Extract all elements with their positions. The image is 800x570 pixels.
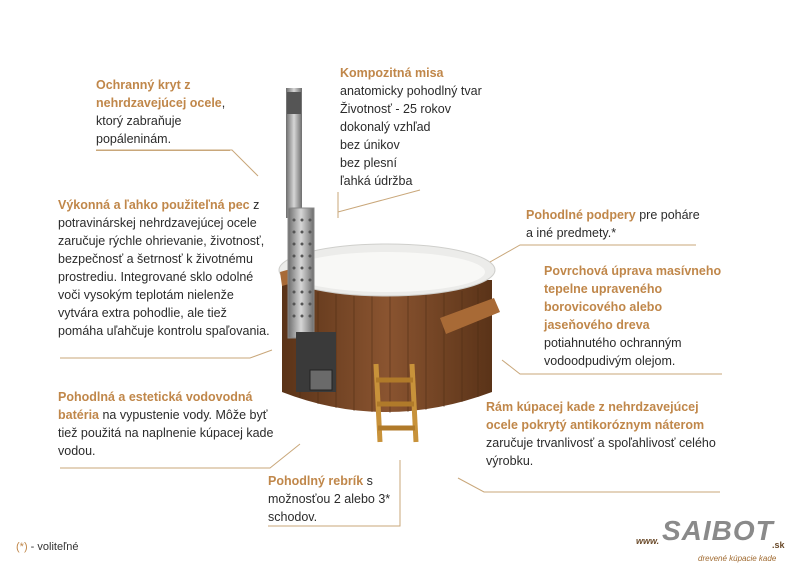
annotation-bowl-line: ľahká údržba: [340, 174, 413, 188]
footnote-text: - voliteľné: [27, 541, 79, 553]
logo-tagline: drevené kúpacie kade: [698, 554, 777, 563]
annotation-holders-title: Pohodlné podpery: [526, 208, 636, 222]
annotation-stove-text: z potravinárskej nehrdzavejúcej ocele zaručuje rýchle ohrievanie, životnosť, bezpečnosť a šetrnosť k životnému prostrediu. Integrované sklo odolné voči vysokým teplotám nielenže vytvára extra pohodlie, ale tiež pomáha uľahčuje kontrolu spaľovania.: [58, 198, 270, 338]
annotation-bowl-line: dokonalý vzhľad: [340, 120, 431, 134]
saibot-logo: [636, 515, 786, 563]
annotation-cover: [96, 76, 246, 148]
annotation-ladder-text: s možnosťou 2 alebo 3* schodov.: [268, 474, 391, 524]
annotation-surface-text: potiahnutého ochranným vodoodpudivým olejom.: [544, 336, 682, 368]
annotation-bowl-title: Kompozitná misa: [340, 66, 444, 80]
annotation-faucet-text: na vypustenie vody. Môže byť tiež použitá na naplnenie kúpacej kade vodou.: [58, 408, 274, 458]
annotation-bowl-line: bez únikov: [340, 138, 400, 152]
annotation-bowl-line: Životnosť - 25 rokov: [340, 102, 451, 116]
annotation-cover-text: , ktorý zabraňuje popáleninám.: [96, 96, 226, 146]
annotation-frame-text: zaručuje trvanlivosť a spoľahlivosť celého výrobku.: [486, 436, 716, 468]
logo-www: www.: [636, 536, 660, 546]
annotation-faucet: [58, 388, 278, 460]
annotation-holders: [526, 206, 706, 242]
annotation-bowl: [340, 64, 520, 190]
annotation-holders-text: pre poháre a iné predmety.*: [526, 208, 700, 240]
footnote-mark: (*): [16, 541, 28, 553]
annotation-ladder: [268, 472, 408, 526]
annotation-stove: [58, 196, 270, 340]
annotation-ladder-title: Pohodlný rebrík: [268, 474, 364, 488]
annotation-cover-title: Ochranný kryt z nehrdzavejúcej ocele: [96, 78, 222, 110]
logo-brand: SAIBOT: [662, 515, 774, 546]
annotation-surface-title: Povrchová úprava masívneho tepelne upraveného borovicového alebo jaseňového dreva: [544, 264, 722, 332]
annotation-bowl-line: bez plesní: [340, 156, 397, 170]
annotation-frame-title: Rám kúpacej kade z nehrdzavejúcej ocele pokrytý antikoróznym náterom: [486, 400, 705, 432]
annotation-surface: [544, 262, 724, 370]
annotation-bowl-line: anatomicky pohodlný tvar: [340, 84, 482, 98]
annotation-faucet-title: Pohodlná a estetická vodovodná batéria: [58, 390, 253, 422]
annotation-frame: [486, 398, 716, 470]
annotation-stove-title: Výkonná a ľahko použiteľná pec: [58, 198, 250, 212]
footnote: [16, 538, 79, 556]
logo-tld: .sk: [772, 540, 785, 550]
